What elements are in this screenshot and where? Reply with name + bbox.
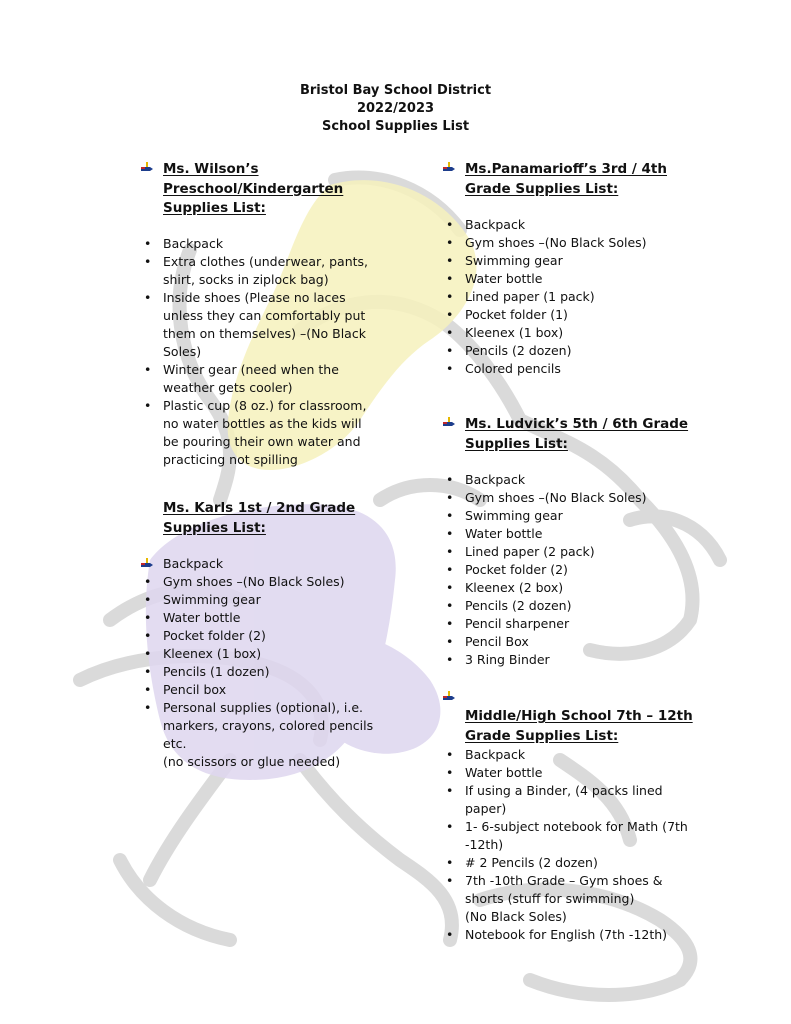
list-item: [441, 872, 701, 926]
list-item-text: 7th -10th Grade – Gym shoes & shorts (stuff for swimming): [465, 873, 663, 906]
list-item: • Water bottle: [441, 270, 701, 288]
list-item: • Pencil box: [139, 681, 374, 699]
list-item-text: Backpack: [163, 556, 224, 571]
supply-list: [441, 471, 701, 669]
section-title-text: Middle/High School 7th – 12th Grade Supplies List:: [465, 708, 693, 744]
list-item: • Kleenex (1 box): [441, 324, 701, 342]
list-item: • Backpack: [441, 746, 701, 764]
section-highschool: [441, 707, 701, 944]
section-karls: [139, 499, 374, 771]
list-item: • Backpack: [441, 216, 701, 234]
section-title: [139, 160, 374, 219]
list-item: • Inside shoes (Please no laces unless they can comfortably put them on themselves) –(No Black Soles): [139, 289, 374, 361]
flag-arrow-icon: [443, 417, 455, 429]
flag-arrow-icon: [141, 558, 153, 570]
list-item: • Pencils (2 dozen): [441, 342, 701, 360]
list-item: • Swimming gear: [139, 591, 374, 609]
list-item: • # 2 Pencils (2 dozen): [441, 854, 701, 872]
list-item: • Lined paper (2 pack): [441, 543, 701, 561]
list-item: • Water bottle: [139, 609, 374, 627]
list-item: • Pencil sharpener: [441, 615, 701, 633]
list-item: • Gym shoes –(No Black Soles): [139, 573, 374, 591]
district-name: Bristol Bay School District: [299, 83, 492, 98]
section-panamarioff: [441, 160, 701, 378]
list-item: [139, 555, 374, 573]
list-item: • 3 Ring Binder: [441, 651, 701, 669]
section-wilson: [139, 160, 374, 469]
list-item: • Gym shoes –(No Black Soles): [441, 489, 701, 507]
list-item: • Pencil Box: [441, 633, 701, 651]
list-item: • Colored pencils: [441, 360, 701, 378]
section-title-text: Ms.Panamarioff’s 3rd / 4th Grade Supplies List:: [465, 161, 667, 197]
list-item: • 1- 6-subject notebook for Math (7th -12th): [441, 818, 701, 854]
supply-list: [139, 235, 374, 469]
list-item: • If using a Binder, (4 packs lined paper): [441, 782, 701, 818]
list-item: • Pocket folder (2): [139, 627, 374, 645]
section-title: [441, 160, 701, 199]
supply-list: [441, 746, 701, 944]
list-item: • Pocket folder (2): [441, 561, 701, 579]
list-item: • Winter gear (need when the weather gets cooler): [139, 361, 374, 397]
section-title: [441, 415, 701, 454]
list-item: • Extra clothes (underwear, pants, shirt, socks in ziplock bag): [139, 253, 374, 289]
section-title-text: Ms. Ludvick’s 5th / 6th Grade Supplies List:: [465, 416, 689, 452]
school-year: 2022/2023: [356, 101, 435, 116]
list-item: • Pencils (1 dozen): [139, 663, 374, 681]
list-item: • Kleenex (2 box): [441, 579, 701, 597]
section-title: [139, 499, 374, 538]
section-title-text: Ms. Wilson’s Preschool/Kindergarten Supplies List:: [163, 161, 344, 216]
list-item: • Lined paper (1 pack): [441, 288, 701, 306]
list-item: • Backpack: [139, 235, 374, 253]
list-item: • Backpack: [441, 471, 701, 489]
list-item: • Plastic cup (8 oz.) for classroom, no water bottles as the kids will be pouring their own water and practicing not spilling: [139, 397, 374, 469]
list-item-note: (No Black Soles): [465, 909, 567, 924]
section-title-text: Ms. Karls 1st / 2nd Grade Supplies List:: [163, 500, 356, 536]
flag-arrow-icon: [443, 162, 455, 174]
list-item-note: (no scissors or glue needed): [163, 754, 341, 769]
flag-arrow-icon: [443, 691, 455, 703]
list-item: • Water bottle: [441, 764, 701, 782]
flag-arrow-icon: [141, 162, 153, 174]
list-item: • Pocket folder (1): [441, 306, 701, 324]
list-item: • Gym shoes –(No Black Soles): [441, 234, 701, 252]
list-item: • Water bottle: [441, 525, 701, 543]
document-header: [0, 82, 791, 136]
list-item: • Kleenex (1 box): [139, 645, 374, 663]
list-item: [139, 699, 374, 771]
section-ludvick: [441, 415, 701, 669]
supply-list: [139, 555, 374, 771]
list-item: • Swimming gear: [441, 507, 701, 525]
list-item-text: Personal supplies (optional), i.e. markers, crayons, colored pencils etc.: [163, 700, 374, 751]
list-item: • Notebook for English (7th -12th): [441, 926, 701, 944]
list-item: • Swimming gear: [441, 252, 701, 270]
document-title: School Supplies List: [321, 119, 470, 134]
supply-list: [441, 216, 701, 378]
section-title: [441, 707, 701, 746]
list-item: • Pencils (2 dozen): [441, 597, 701, 615]
